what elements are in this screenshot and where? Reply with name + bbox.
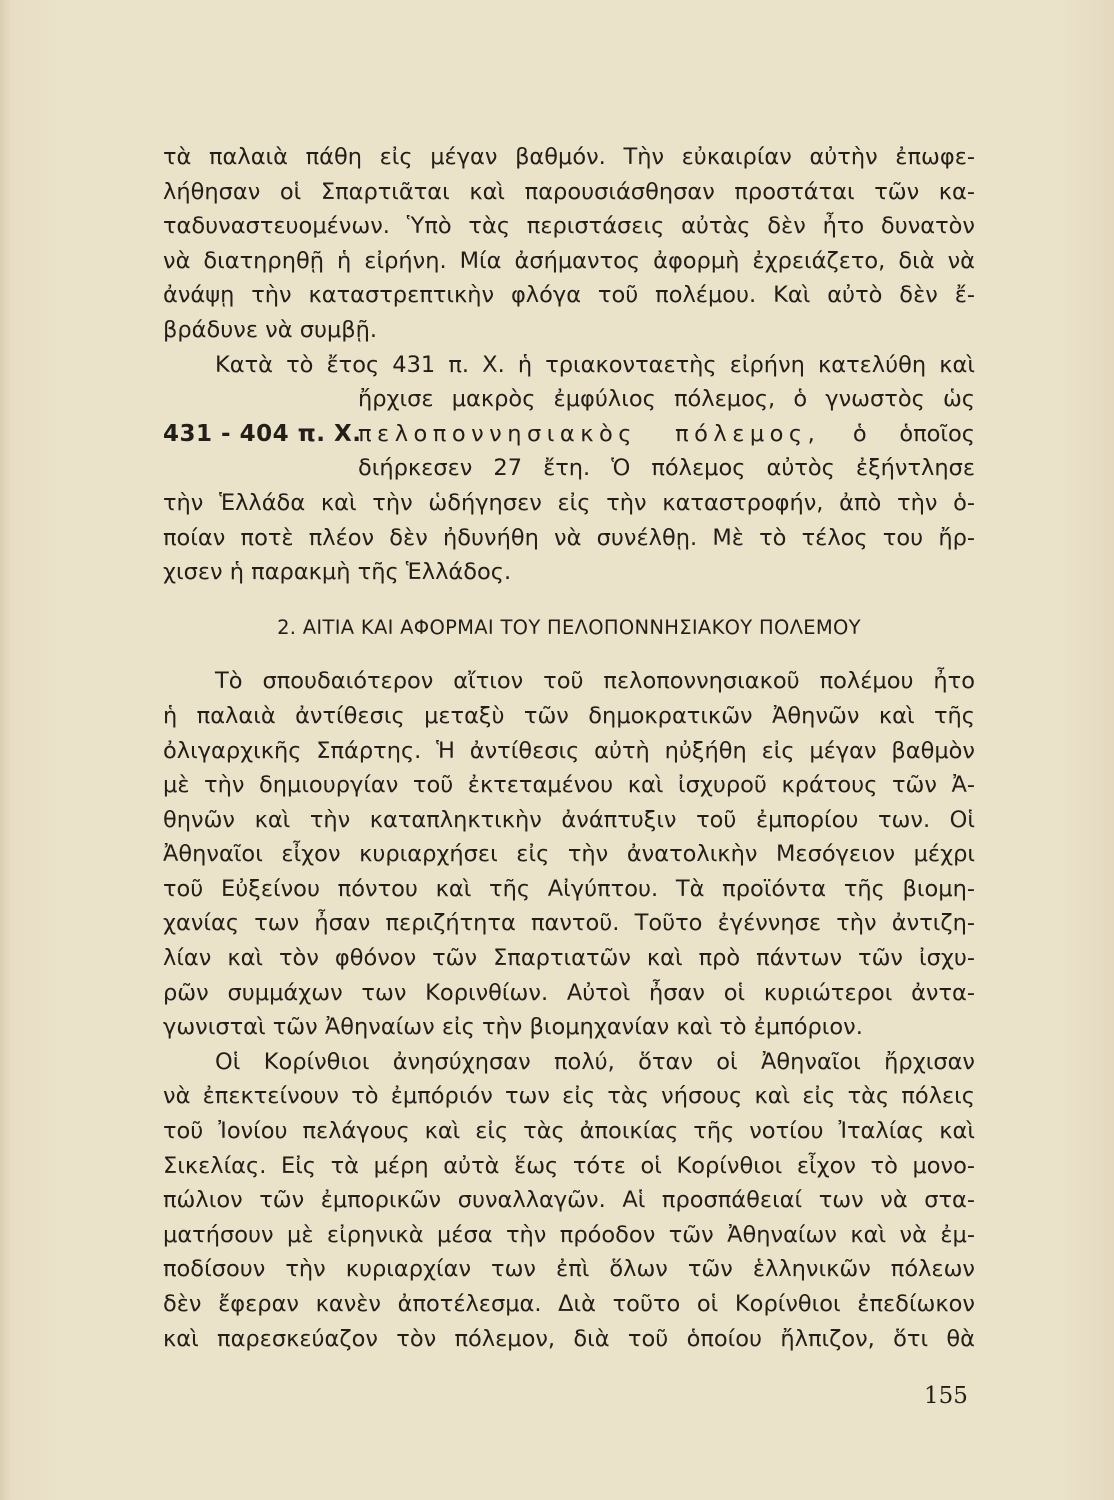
- text-line: Ἀθηναῖοι εἶχον κυριαρχήσει εἰς τὴν ἀνατολικὴν Μεσόγειον μέχρι: [163, 841, 975, 868]
- text-line: δὲν ἔφεραν κανὲν ἀποτέλεσμα. Διὰ τοῦτο οἱ Κορίνθιοι ἐπεδίωκον: [163, 1291, 975, 1317]
- paragraph-2: [163, 348, 975, 590]
- text-line: πώλιον τῶν ἐμπορικῶν συναλλαγῶν. Αἱ προσπάθειαί των νὰ στα-: [163, 1187, 975, 1214]
- text-line: διήρκεσεν 27 ἔτη. Ὁ πόλεμος αὐτὸς ἐξήντλησε: [358, 455, 975, 482]
- paragraph-3: [163, 664, 975, 1045]
- text-line: νὰ ἐπεκτείνουν τὸ ἐμπόριόν των εἰς τὰς νήσους καὶ εἰς τὰς πόλεις: [163, 1083, 975, 1110]
- text-line: μὲ τὴν δημιουργίαν τοῦ ἐκτεταμένου καὶ ἰσχυροῦ κράτους τῶν Ἀ-: [163, 772, 975, 799]
- paragraph-1: [163, 140, 975, 348]
- text-line: βράδυνε νὰ συμβῇ.: [163, 316, 378, 343]
- text-line: γωνισταὶ τῶν Ἀθηναίων εἰς τὴν βιομηχανίαν καὶ τὸ ἐμπόριον.: [163, 1014, 863, 1041]
- text-line: Τὸ σπουδαιότερον αἴτιον τοῦ πελοποννησιακοῦ πολέμου ἦτο: [215, 668, 975, 695]
- text-line-with-margin-note: [163, 417, 975, 452]
- text-line: ποίαν ποτὲ πλέον δὲν ἠδυνήθη νὰ συνέλθῃ. Μὲ τὸ τέλος του ἤρ-: [163, 524, 975, 551]
- text-line: τοῦ Ἰονίου πελάγους καὶ εἰς τὰς ἀποικίας τῆς νοτίου Ἰταλίας καὶ: [163, 1118, 975, 1145]
- text-line: ὀλιγαρχικῆς Σπάρτης. Ἡ ἀντίθεσις αὐτὴ ηὐξήθη εἰς μέγαν βαθμὸν: [163, 737, 975, 764]
- text-line: χισεν ἡ παρακμὴ τῆς Ἑλλάδος.: [163, 559, 512, 586]
- text-line: τὴν Ἑλλάδα καὶ τὴν ὡδήγησεν εἰς τὴν καταστροφήν, ἀπὸ τὴν ὁ-: [163, 489, 975, 516]
- text-line: ρῶν συμμάχων των Κορινθίων. Αὐτοὶ ἦσαν οἱ κυριώτεροι ἀντα-: [163, 979, 975, 1006]
- text-line: Σικελίας. Εἰς τὰ μέρη αὐτὰ ἕως τότε οἱ Κορίνθιοι εἶχον τὸ μονο-: [163, 1152, 975, 1179]
- text-line: νὰ διατηρηθῇ ἡ εἰρήνη. Μία ἀσήμαντος ἀφορμὴ ἐχρειάζετο, διὰ νὰ: [163, 247, 975, 274]
- text-line: χανίας των ἦσαν περιζήτητα παντοῦ. Τοῦτο ἐγέννησε τὴν ἀντιζη-: [163, 910, 975, 937]
- margin-date-note: 431 - 404 π. Χ.: [163, 420, 362, 447]
- paragraph-4: [163, 1045, 975, 1356]
- section-heading: 2. ΑΙΤΙΑ ΚΑΙ ΑΦΟΡΜΑΙ ΤΟΥ ΠΕΛΟΠΟΝΝΗΣΙΑΚΟΥ ΠΟΛΕΜΟΥ: [277, 615, 861, 639]
- text-line: τοῦ Εὐξείνου πόντου καὶ τῆς Αἰγύπτου. Τὰ προϊόντα τῆς βιομη-: [163, 875, 975, 902]
- text-line: τὰ παλαιὰ πάθη εἰς μέγαν βαθμόν. Τὴν εὐκαιρίαν αὐτὴν ἐπωφε-: [163, 144, 975, 170]
- text-line: θηνῶν καὶ τὴν καταπληκτικὴν ἀνάπτυξιν τοῦ ἐμπορίου των. Οἱ: [163, 806, 975, 833]
- spaced-term: πελοποννησιακὸς πόλεμος,: [358, 420, 821, 447]
- text-line: ἀνάψῃ τὴν καταστρεπτικὴν φλόγα τοῦ πολέμου. Καὶ αὐτὸ δὲν ἔ-: [163, 282, 975, 309]
- body-text: [163, 140, 975, 1356]
- text-line: καὶ παρεσκεύαζον τὸν πόλεμον, διὰ τοῦ ὁποίου ἤλπιζον, ὅτι θὰ: [163, 1325, 975, 1352]
- page-number: 155: [924, 1383, 968, 1409]
- text-line: λήθησαν οἱ Σπαρτιᾶται καὶ παρουσιάσθησαν προστάται τῶν κα-: [163, 178, 975, 205]
- text-line: ποδίσουν τὴν κυριαρχίαν των ἐπὶ ὅλων τῶν ἑλληνικῶν πόλεων: [163, 1256, 975, 1283]
- text-fragment: ὁ ὁποῖος: [820, 420, 975, 447]
- text-line: ἤρχισε μακρὸς ἐμφύλιος πόλεμος, ὁ γνωστὸς ὡς: [358, 386, 975, 413]
- text-line: ματήσουν μὲ εἰρηνικὰ μέσα τὴν πρόοδον τῶν Ἀθηναίων καὶ νὰ ἐμ-: [163, 1221, 975, 1248]
- text-line: ἡ παλαιὰ ἀντίθεσις μεταξὺ τῶν δημοκρατικῶν Ἀθηνῶν καὶ τῆς: [163, 702, 975, 729]
- text-line: λίαν καὶ τὸν φθόνον τῶν Σπαρτιατῶν καὶ πρὸ πάντων τῶν ἰσχυ-: [163, 945, 975, 972]
- text-line: Κατὰ τὸ ἔτος 431 π. Χ. ἡ τριακονταετὴς εἰρήνη κατελύθη καὶ: [215, 351, 975, 378]
- text-line: ταδυναστευομένων. Ὑπὸ τὰς περιστάσεις αὐτὰς δὲν ἦτο δυνατὸν: [163, 213, 975, 240]
- text-line: Οἱ Κορίνθιοι ἀνησύχησαν πολύ, ὅταν οἱ Ἀθηναῖοι ἤρχισαν: [215, 1048, 975, 1075]
